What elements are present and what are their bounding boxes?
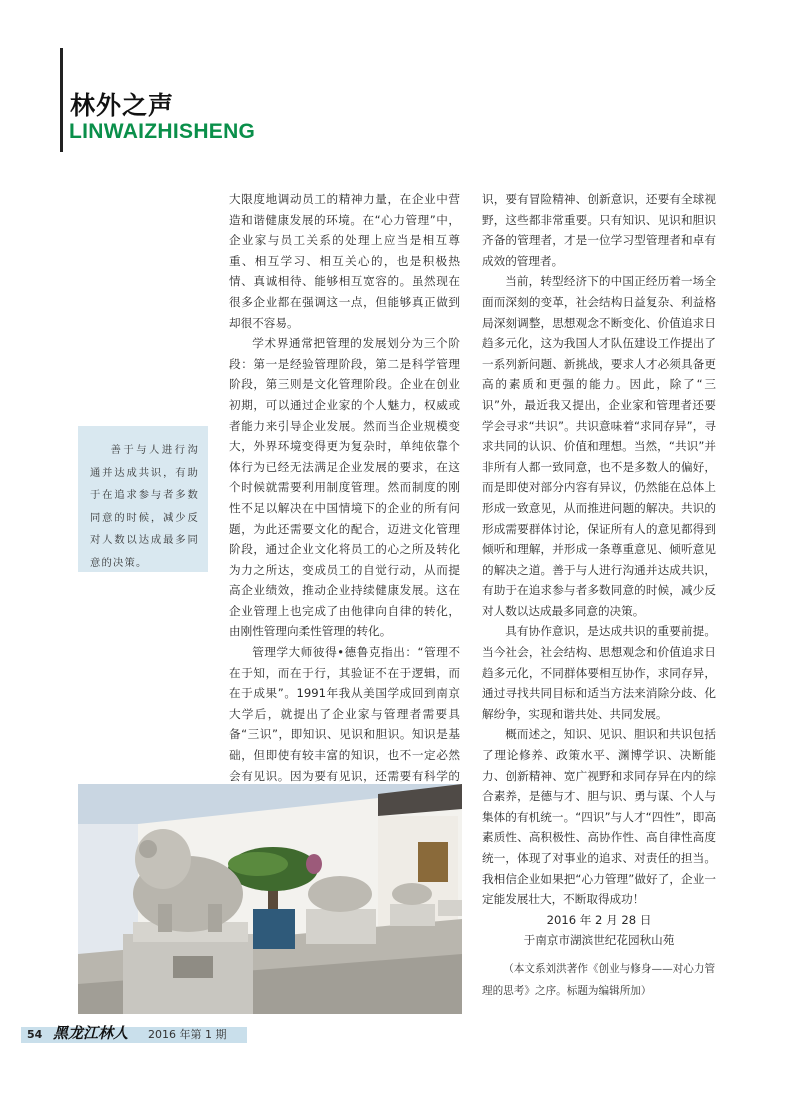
sign-date: 2016 年 2 月 28 日 bbox=[546, 912, 652, 927]
paragraph: 概而述之，知识、见识、胆识和共识包括了理论修养、政策水平、渊博学识、决断能力、创新精神、宽广视野和求同存异在内的综合素养，是德与才、胆与识、勇与谋、个人与集体的有机统一。“四识”与人才“四性”，即高素质性、高积极性、高协作性、高自律性高度统一，体现了对事业的追求、对责任的担当。我相信企业如果把“心力管理”做好了，企业一定能发展壮大，不断取得成功！ bbox=[482, 727, 716, 907]
header-bar bbox=[60, 48, 63, 152]
pull-quote-text: 善于与人进行沟通并达成共识，有助于在追求参与者多数同意的时候，减少反对人数以达成最多同意的决策。 bbox=[90, 444, 199, 569]
issue-label: 2016 年第 1 期 bbox=[148, 1028, 227, 1041]
photo-stone-sculptures bbox=[78, 784, 462, 1014]
paragraph: 当前，转型经济下的中国正经历着一场全面而深刻的变革，社会结构日益复杂、利益格局深刻调整，思想观念不断变化、价值追求日趋多元化，这为我国人才队伍建设工作提出了一系列新问题、新挑战，要求人才必须具备更高的素质和更强的能力。因此，除了“三识”外，最近我又提出，企业家和管理者还要学会寻求“共识”。共识意味着“求同存异”，寻求共同的认识、价值和理想。当然，“共识”并非所有人都一致同意，也不是多数人的偏好，而是即使对部分内容有异议，仍然能在总体上形成一致意见，从而推进问题的解决。共识的形成需要群体讨论，保证所有人的意见都得到倾听和理解，并形成一条尊重意见、倾听意见的解决之道。善于与人进行沟通并达成共识，有助于在追求参与者多数同意的时候，减少反对人数以达成最多同意的决策。 bbox=[482, 274, 716, 618]
page-number: 54 bbox=[27, 1028, 43, 1041]
photo-illustration bbox=[78, 784, 462, 1014]
magazine-logo: 黑龙江林人 bbox=[53, 1024, 129, 1042]
text-column-2 bbox=[482, 189, 716, 951]
page-footer bbox=[21, 1024, 247, 1043]
column-title-pinyin: LINWAIZHISHENG bbox=[69, 120, 256, 143]
paragraph: 大限度地调动员工的精神力量，在企业中营造和谐健康发展的环境。在“心力管理”中，企业家与员工关系的处理上应当是相互尊重、相互学习、相互关心的，也是积极热情、真诚相待、能够相互宽容的。虽然现在很多企业都在强调这一点，但能够真正做到却很不容易。 bbox=[229, 192, 460, 330]
source-note-text: （本文系刘洪著作《创业与修身——对心力管理的思考》之序。标题为编辑所加） bbox=[482, 963, 716, 997]
column-title: 林外之声 bbox=[70, 91, 175, 120]
paragraph: 识，要有冒险精神、创新意识，还要有全球视野，这些都非常重要。只有知识、见识和胆识齐备的管理者，才是一位学习型管理者和卓有成效的管理者。 bbox=[482, 192, 716, 268]
pull-quote bbox=[78, 426, 208, 572]
paragraph: 具有协作意识，是达成共识的重要前提。当今社会，社会结构、思想观念和价值追求日趋多元化，不同群体要相互协作，求同存异，通过寻找共同目标和适当方法来消除分歧、化解纷争，实现和谐共处、共同发展。 bbox=[482, 624, 716, 721]
paragraph: 学术界通常把管理的发展划分为三个阶段：第一是经验管理阶段，第二是科学管理阶段，第三则是文化管理阶段。企业在创业初期，可以通过企业家的个人魅力，权威或者能力来引导企业发展。然而当企业规模变大，外界环境变得更为复杂时，单纯依靠个体行为已经无法满足企业发展的要求，在这个时候就需要利用制度管理。然而制度的刚性不足以解决在中国情境下的企业的所有问题，为此还需要文化的配合，迈进文化管理阶段，通过企业文化将员工的心之所及转化为力之所达，变成员工的自觉行动，从而提高企业绩效，推动企业持续健康发展。这在企业管理上也完成了由他律向自律的转化，由刚性管理向柔性管理的转化。 bbox=[229, 336, 460, 639]
text-column-1 bbox=[229, 189, 460, 848]
paragraph: 管理学大师彼得•德鲁克指出：“管理不在于知，而在于行，其验证不在于逻辑，而在于成果”。1991年我从美国学成回到南京大学后，就提出了企业家与管理者需要具备“三识”，即知识、见识和胆识。知识是基础，但即使有较丰富的知识，也不一定必然会有见识。因为要有见识，还需要有科学的 bbox=[229, 645, 460, 783]
sign-place: 于南京市湖滨世纪花园秋山苑 bbox=[523, 933, 675, 948]
source-note bbox=[482, 958, 722, 1002]
